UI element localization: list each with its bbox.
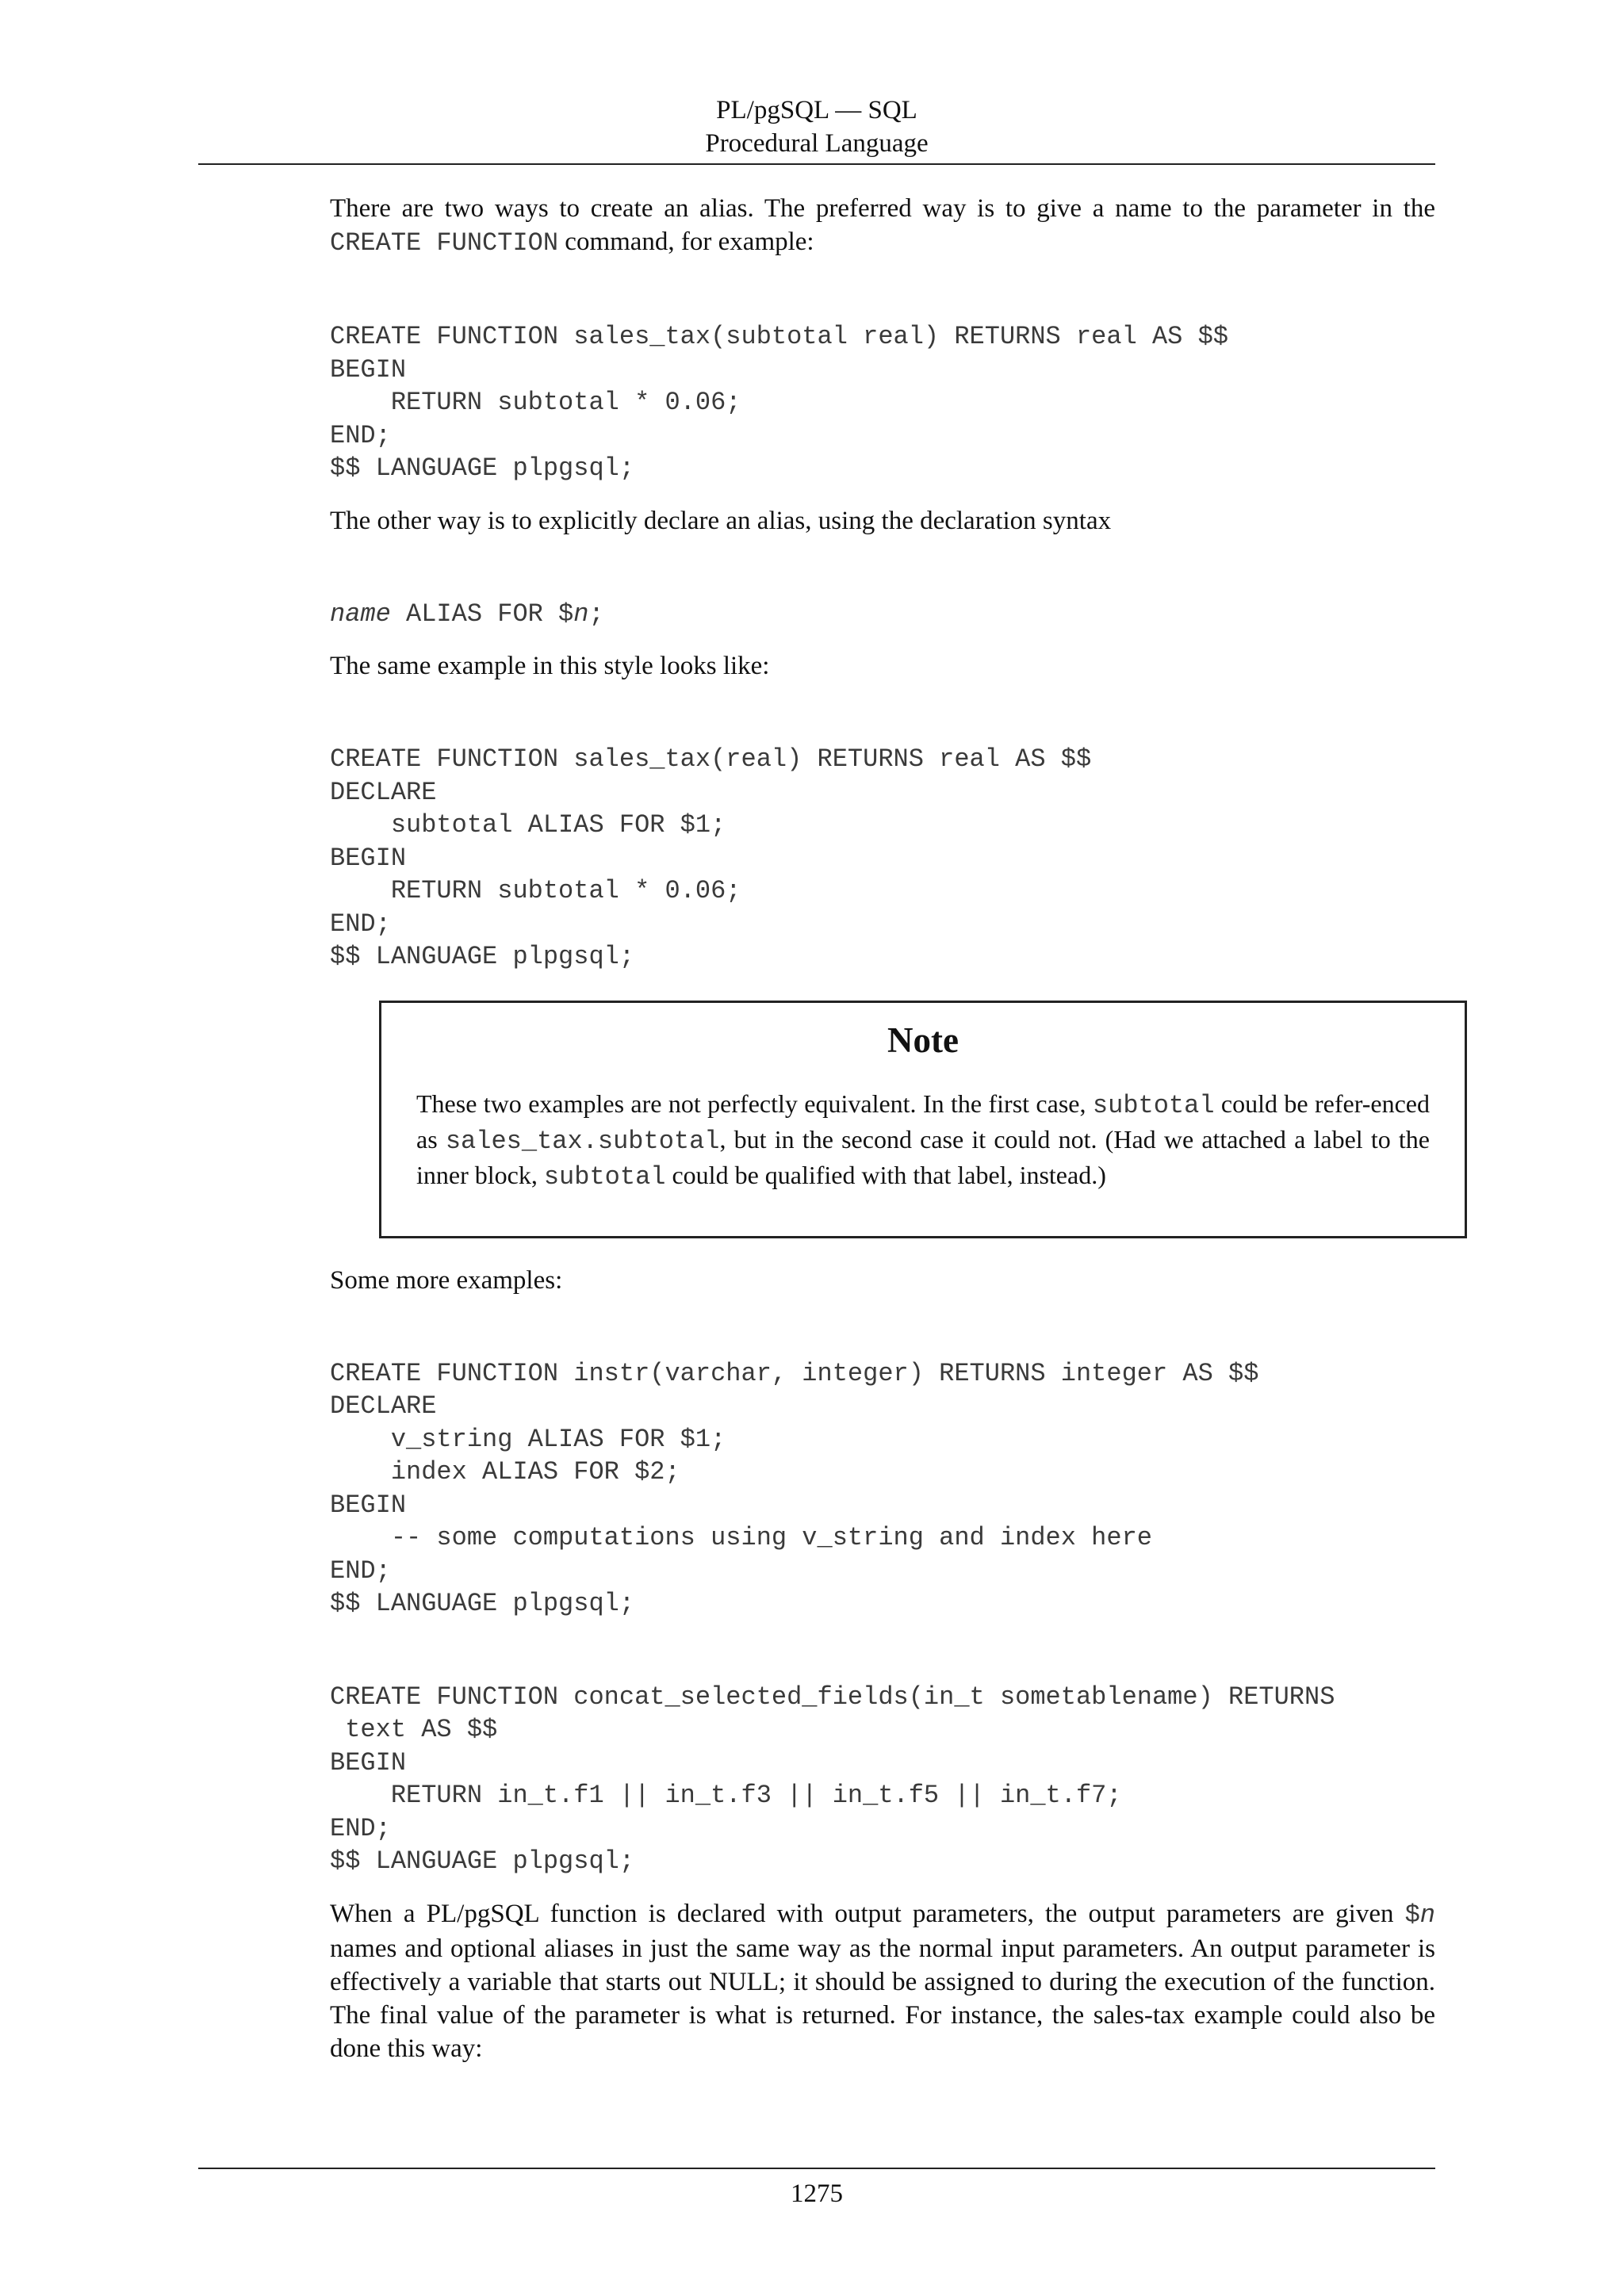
code-example-instr: CREATE FUNCTION instr(varchar, integer) RETURNS integer AS $$ DECLARE v_string ALIAS FOR $1; index ALIAS FOR $2; BEGIN -- some computations using v_string and index here END; $$ LANGUAGE plpgsql; <box>330 1358 1259 1618</box>
intro-paragraph <box>330 192 1435 260</box>
note-text <box>416 1087 1430 1194</box>
code-example-alias-declaration: CREATE FUNCTION sales_tax(real) RETURNS real AS $$ DECLARE subtotal ALIAS FOR $1; BEGIN RETURN subtotal * 0.06; END; $$ LANGUAGE plpgsql; <box>330 744 1092 971</box>
output-text-part1: When a PL/pgSQL function is declared with output parameters, the output parameters are given <box>330 1899 1405 1928</box>
note-text-part3: , but in the second case it could not. (Had we attached a label to the inner block, <box>416 1124 1431 1189</box>
note-code-subtotal-2: subtotal <box>543 1161 666 1192</box>
intro-text-before: There are two ways to create an alias. The preferred way is to give a name to the parameter in the <box>330 194 1435 223</box>
alias-syntax-n: n <box>573 599 589 629</box>
header-title-line1: PL/pgSQL — SQL <box>716 96 917 124</box>
code-example-named-parameter: CREATE FUNCTION sales_tax(subtotal real) RETURNS real AS $$ BEGIN RETURN subtotal * 0.06; END; $$ LANGUAGE plpgsql; <box>330 322 1228 483</box>
page-header <box>198 94 1435 160</box>
note-text-part1: These two examples are not perfectly equivalent. In the first case, <box>416 1089 1093 1118</box>
page-content <box>330 192 1435 2065</box>
note-text-part2: could be refer-enced as <box>416 1089 1431 1154</box>
note-title: Note <box>887 1020 959 1060</box>
output-code-n: n <box>1419 1900 1435 1930</box>
alias-syntax-end: ; <box>588 599 604 629</box>
intro-text-after: command, for example: <box>558 228 814 256</box>
alias-syntax <box>330 598 1435 631</box>
footer-rule <box>198 2168 1435 2169</box>
output-code-dollar: $ <box>1404 1900 1420 1930</box>
note-text-part4: could be qualified with that label, instead.) <box>665 1160 1106 1189</box>
same-example-paragraph: The same example in this style looks like: <box>330 652 770 680</box>
output-parameters-paragraph <box>330 1897 1435 2065</box>
alias-syntax-name: name <box>330 599 391 629</box>
note-code-sales-tax-subtotal: sales_tax.subtotal <box>445 1126 720 1156</box>
output-code-dollar-n <box>1405 1900 1435 1930</box>
more-examples-paragraph: Some more examples: <box>330 1265 563 1295</box>
intro-code-create-function: CREATE FUNCTION <box>330 228 559 258</box>
note-box <box>379 1001 1467 1238</box>
header-rule <box>198 163 1435 165</box>
page-number: 1275 <box>791 2179 843 2208</box>
other-way-paragraph: The other way is to explicitly declare an alias, using the declaration syntax <box>330 506 1112 535</box>
output-text-part2: names and optional aliases in just the same way as the normal input parameters. An output parameter is effectively a variable that starts out NULL; it should be assigned to during the execution of the function. The final value of the parameter is what is returned. For instance, the sales-tax example could also be done this way: <box>330 1934 1435 2063</box>
note-code-subtotal: subtotal <box>1092 1090 1215 1120</box>
alias-syntax-middle: ALIAS FOR $ <box>390 599 574 629</box>
code-example-concat-selected-fields: CREATE FUNCTION concat_selected_fields(in_t sometablename) RETURNS text AS $$ BEGIN RETURN in_t.f1 || in_t.f3 || in_t.f5 || in_t.f7; END; $$ LANGUAGE plpgsql; <box>330 1682 1335 1876</box>
header-title-line2: Procedural Language <box>705 129 929 158</box>
